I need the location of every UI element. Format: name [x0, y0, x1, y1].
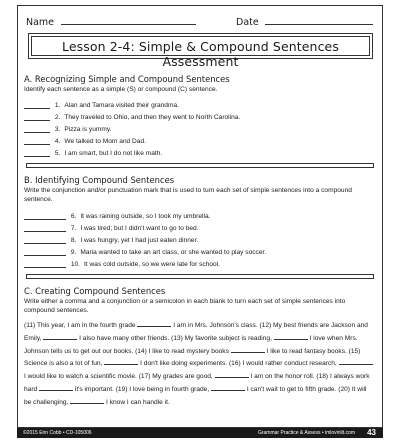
section-c-heading: C. Creating Compound Sentences: [24, 286, 166, 296]
list-item: 3. Pizza is yummy.: [24, 125, 111, 133]
footer-series: Grammar Practice & Assess • imlovinlit.com: [257, 430, 355, 436]
list-item: 9. Maria wanted to take an art class, or she wanted to play soccer.: [24, 248, 266, 256]
answer-blank[interactable]: [24, 248, 66, 256]
answer-blank[interactable]: [274, 332, 308, 340]
section-c-instruction: Write either a comma and a conjunction or a semicolon in each blank to turn each set of simple sentences into compound sentences.: [24, 298, 346, 314]
answer-blank[interactable]: [339, 357, 373, 365]
section-b-instruction: Write the conjunction and/or punctuation mark that is used to turn each set of simple sentences into a compound sentence.: [24, 187, 352, 203]
page-footer: [17, 428, 383, 438]
list-item: 8. I was hungry, yet I had just eaten dinner.: [24, 236, 198, 244]
answer-blank[interactable]: [43, 332, 77, 340]
date-blank[interactable]: [265, 15, 373, 25]
footer-copyright: ©2015 Erin Cobb • CD-105006: [23, 430, 92, 436]
list-item: 4. We talked to Mom and Dad.: [24, 137, 146, 145]
title-box: [28, 33, 373, 69]
answer-blank[interactable]: [215, 370, 249, 378]
page-title: Lesson 2-4: Simple & Compound Sentences Assessment: [62, 39, 339, 69]
section-divider: [26, 274, 374, 279]
worksheet: [17, 5, 383, 428]
section-divider: [26, 163, 374, 168]
answer-blank[interactable]: [24, 125, 50, 133]
answer-blank[interactable]: [24, 224, 66, 232]
page-number: 43: [367, 428, 376, 437]
answer-blank[interactable]: [24, 113, 50, 121]
section-a-heading: A. Recognizing Simple and Compound Sentences: [24, 74, 230, 84]
section-c-paragraph: (11) This year, I am in the fourth grade I am in Mrs. Johnson's class. (12) My best friends are Jackson and Emily, I also have many other friends. (13) My favorite subject is reading, I love when Mrs. Johnson tells us to get out our books. (14) I like to read mystery books I like to read fantasy books. (15) Science is also a lot of fun, I don't like doing experiments. (16) I would rather conduct research, I would like to watch a scientific movie. (17) My grades are good, I am on the honor roll. (18) I always work hard it's important. (19) I love being in fourth grade, I can't wait to get to fifth grade. (20) It will be challenging, I know I can handle it.: [24, 319, 374, 409]
answer-blank[interactable]: [70, 396, 104, 404]
date-line: [236, 15, 373, 28]
section-a-instruction: Identify each sentence as a simple (S) or compound (C) sentence.: [24, 86, 218, 93]
name-line: [26, 15, 196, 28]
answer-blank[interactable]: [24, 149, 50, 157]
name-blank[interactable]: [61, 15, 196, 25]
answer-blank[interactable]: [39, 383, 73, 391]
date-label: Date: [236, 17, 259, 28]
list-item: 6. It was raining outside, so I took my umbrella.: [24, 212, 210, 220]
answer-blank[interactable]: [137, 319, 171, 327]
answer-blank[interactable]: [24, 236, 66, 244]
list-item: 5. I am smart, but I do not like math.: [24, 149, 162, 157]
answer-blank[interactable]: [231, 345, 265, 353]
answer-blank[interactable]: [24, 137, 50, 145]
answer-blank[interactable]: [104, 357, 138, 365]
list-item: 2. They traveled to Ohio, and then they went to North Carolina.: [24, 113, 240, 121]
name-label: Name: [26, 17, 55, 28]
list-item: 1. Alan and Tamara visited their grandma.: [24, 101, 179, 109]
list-item: 7. I was tired; but I didn't want to go to bed.: [24, 224, 199, 232]
answer-blank[interactable]: [24, 260, 66, 268]
answer-blank[interactable]: [24, 101, 50, 109]
section-b-heading: B. Identifying Compound Sentences: [24, 175, 175, 185]
answer-blank[interactable]: [211, 383, 245, 391]
answer-blank[interactable]: [24, 212, 66, 220]
list-item: 10. It was cold outside, so we were late for school.: [24, 260, 220, 268]
